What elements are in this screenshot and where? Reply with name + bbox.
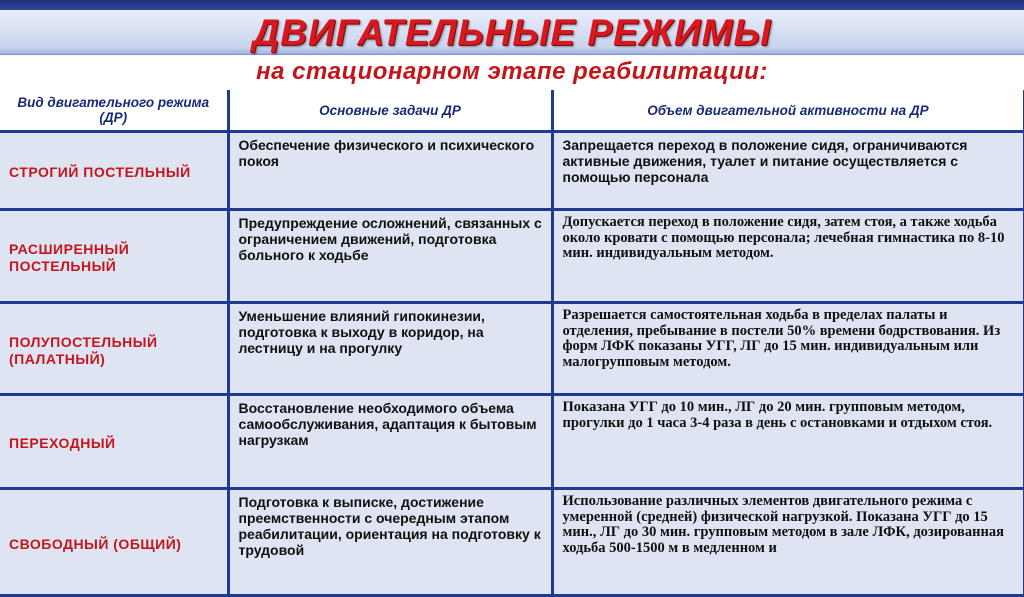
tasks-cell: Уменьшение влияний гипокинезии, подготовка к выходу в коридор, на лестницу и на прогулку — [228, 303, 552, 395]
top-decorative-bar — [0, 0, 1024, 10]
table-header-row — [0, 90, 1024, 132]
mode-cell: ПЕРЕХОДНЫЙ — [0, 395, 228, 489]
tasks-cell: Восстановление необходимого объема самообслуживания, адаптация к бытовым нагрузкам — [228, 395, 552, 489]
slide-title: ДВИГАТЕЛЬНЫЕ РЕЖИМЫ — [252, 12, 772, 53]
table-row — [0, 210, 1024, 303]
mode-cell: СВОБОДНЫЙ (ОБЩИЙ) — [0, 489, 228, 596]
mode-cell: ПОЛУПОСТЕЛЬНЫЙ (ПАЛАТНЫЙ) — [0, 303, 228, 395]
column-header-volume: Объем двигательной активности на ДР — [552, 90, 1024, 132]
table-row — [0, 489, 1024, 596]
table-row — [0, 395, 1024, 489]
mode-cell: РАСШИРЕННЫЙ ПОСТЕЛЬНЫЙ — [0, 210, 228, 303]
tasks-cell: Обеспечение физического и психического покоя — [228, 132, 552, 210]
tasks-cell: Подготовка к выписке, достижение преемственности с очередным этапом реабилитации, ориентация на подготовку к трудовой — [228, 489, 552, 596]
table-row — [0, 132, 1024, 210]
volume-cell: Допускается переход в положение сидя, затем стоя, а также ходьба около кровати с помощью персонала; лечебная гимнастика по 8-10 мин. индивидуальным методом. — [552, 210, 1024, 303]
volume-cell: Использование различных элементов двигательного режима с умеренной (средней) физической нагрузкой. Показана УГГ до 15 мин., ЛГ до 30 мин. групповым методом в зале ЛФК, дозированная ходьба 500-1500 м в медленном и — [552, 489, 1024, 596]
table-row — [0, 303, 1024, 395]
motor-regimes-table — [0, 90, 1024, 597]
volume-cell: Запрещается переход в положение сидя, ограничиваются активные движения, туалет и питание осуществляется с помощью персонала — [552, 132, 1024, 210]
column-header-tasks: Основные задачи ДР — [228, 90, 552, 132]
volume-cell: Показана УГГ до 10 мин., ЛГ до 20 мин. групповым методом, прогулки до 1 часа 3-4 раза в день с остановками и отдыхом стоя. — [552, 395, 1024, 489]
slide-subtitle: на стационарном этапе реабилитации: — [256, 58, 768, 85]
column-header-mode: Вид двигательного режима (ДР) — [0, 90, 228, 132]
tasks-cell: Предупреждение осложнений, связанных с ограничением движений, подготовка больного к ходьбе — [228, 210, 552, 303]
volume-cell: Разрешается самостоятельная ходьба в пределах палаты и отделения, пребывание в постели 50% времени бодрствования. Из форм ЛФК показаны УГГ, ЛГ до 15 мин. индивидуальным или малогрупповым методом. — [552, 303, 1024, 395]
mode-cell: СТРОГИЙ ПОСТЕЛЬНЫЙ — [0, 132, 228, 210]
